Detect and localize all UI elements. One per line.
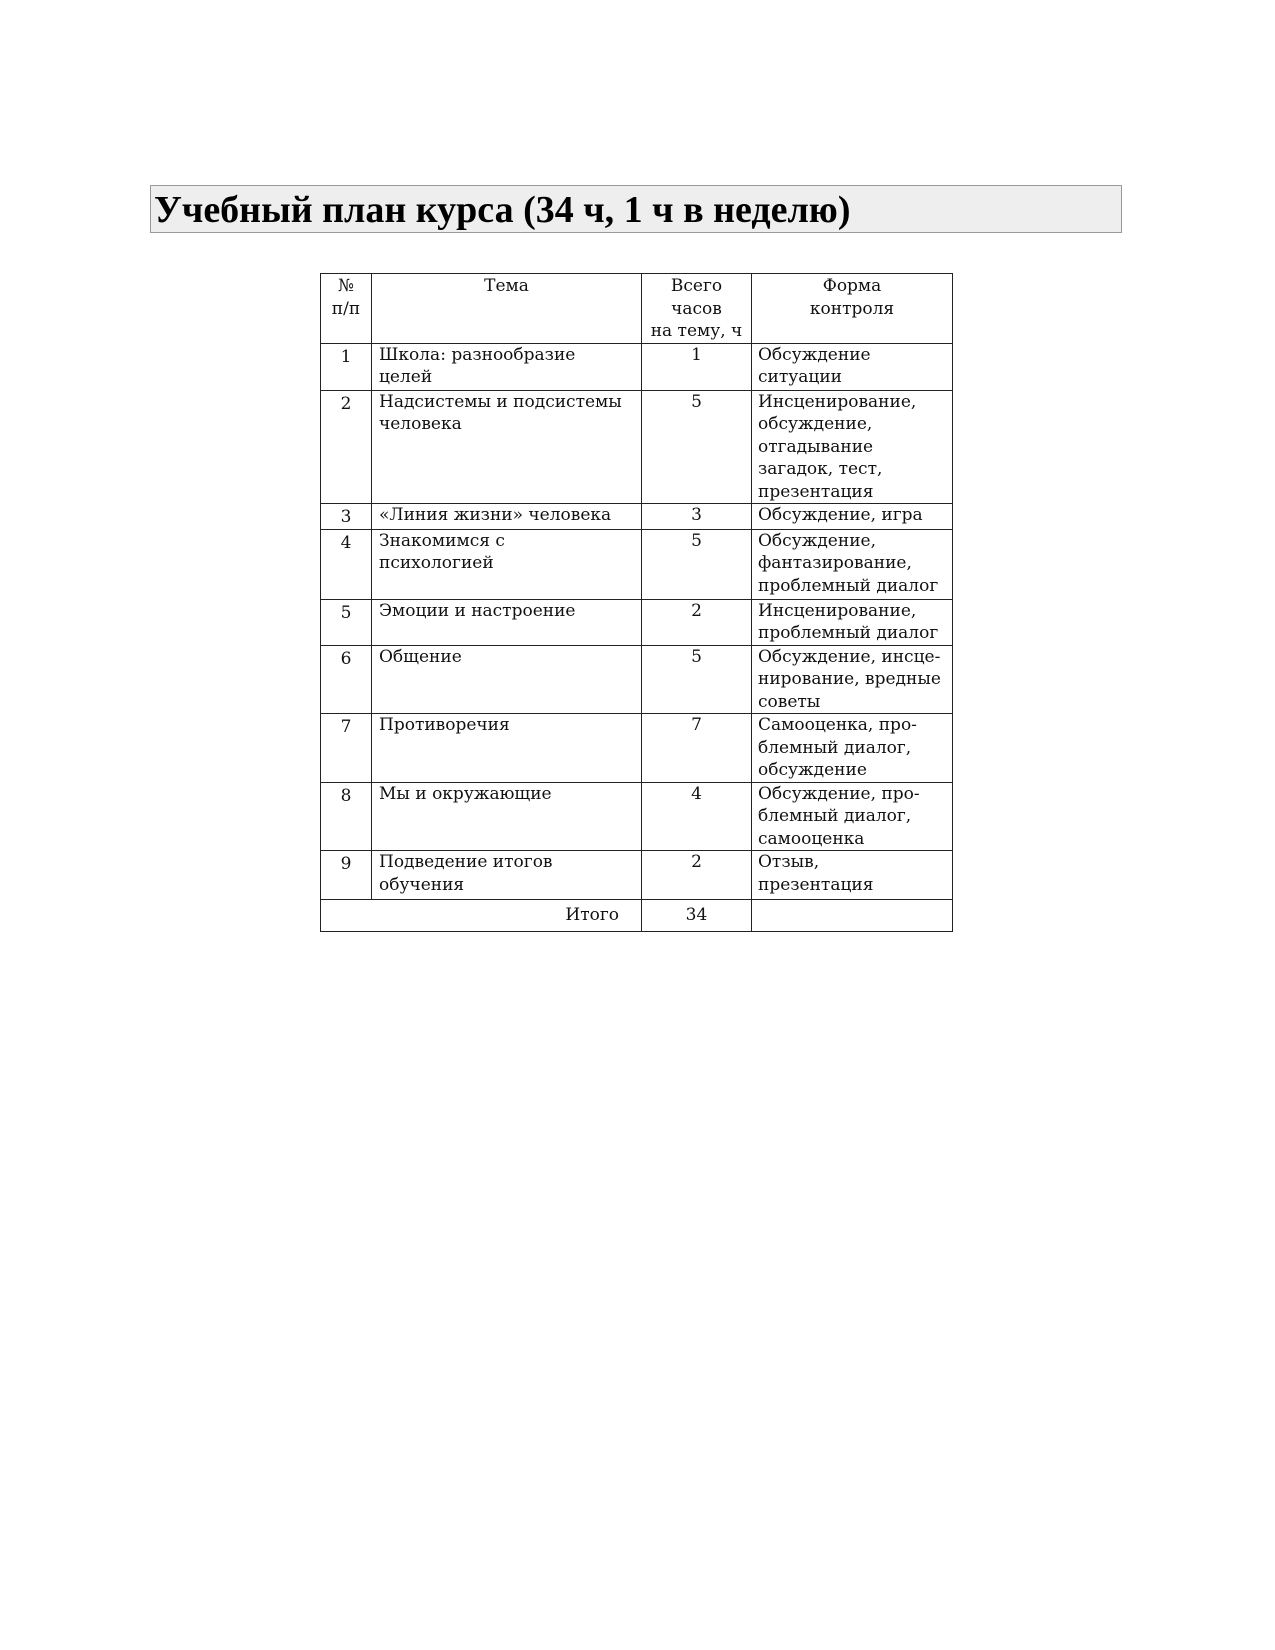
table-row — [321, 851, 953, 900]
row-num: 9 — [321, 851, 372, 900]
table-row — [321, 782, 953, 851]
table-row — [321, 645, 953, 714]
row-form: Инсценирование, проблемный диалог — [752, 599, 953, 645]
row-form: Инсценирование, обсуждение, отгадывание загадок, тест, презентация — [752, 390, 953, 504]
row-form: Обсуждение ситуации — [752, 343, 953, 390]
total-hours: 34 — [642, 900, 752, 932]
row-hours: 4 — [642, 782, 752, 851]
table-header-row — [321, 274, 953, 344]
row-hours: 3 — [642, 504, 752, 530]
table-row — [321, 714, 953, 783]
total-label: Итого — [321, 900, 642, 932]
row-num: 4 — [321, 529, 372, 599]
row-topic: Школа: разнообразие целей — [372, 343, 642, 390]
row-topic: Общение — [372, 645, 642, 714]
title-box — [150, 185, 1122, 233]
row-hours: 7 — [642, 714, 752, 783]
row-topic: Мы и окружающие — [372, 782, 642, 851]
row-topic: Подведение итогов обучения — [372, 851, 642, 900]
table-row — [321, 529, 953, 599]
row-topic: Эмоции и настроение — [372, 599, 642, 645]
row-hours: 2 — [642, 851, 752, 900]
curriculum-table — [320, 273, 953, 932]
row-num: 6 — [321, 645, 372, 714]
row-num: 3 — [321, 504, 372, 530]
row-topic: Надсистемы и подсистемы человека — [372, 390, 642, 504]
table-row — [321, 504, 953, 530]
row-form: Обсуждение, фантазирование, проблемный диалог — [752, 529, 953, 599]
table-row — [321, 599, 953, 645]
row-form: Обсуждение, игра — [752, 504, 953, 530]
row-hours: 2 — [642, 599, 752, 645]
table-row — [321, 390, 953, 504]
table-row — [321, 343, 953, 390]
row-hours: 1 — [642, 343, 752, 390]
row-form: Самооценка, про- блемный диалог, обсуждение — [752, 714, 953, 783]
row-topic: Знакомимся с психологией — [372, 529, 642, 599]
total-row — [321, 900, 953, 932]
row-num: 5 — [321, 599, 372, 645]
row-num: 7 — [321, 714, 372, 783]
header-form: Форма контроля — [752, 274, 953, 344]
header-topic: Тема — [372, 274, 642, 344]
row-form: Обсуждение, инсце- нирование, вредные советы — [752, 645, 953, 714]
header-hours: Всего часов на тему, ч — [642, 274, 752, 344]
row-num: 8 — [321, 782, 372, 851]
row-form: Отзыв, презентация — [752, 851, 953, 900]
page-title: Учебный план курса (34 ч, 1 ч в неделю) — [154, 189, 851, 231]
row-num: 2 — [321, 390, 372, 504]
row-topic: Противоречия — [372, 714, 642, 783]
total-form — [752, 900, 953, 932]
row-form: Обсуждение, про- блемный диалог, самооценка — [752, 782, 953, 851]
row-hours: 5 — [642, 390, 752, 504]
row-topic: «Линия жизни» человека — [372, 504, 642, 530]
row-hours: 5 — [642, 645, 752, 714]
row-hours: 5 — [642, 529, 752, 599]
row-num: 1 — [321, 343, 372, 390]
header-num: № п/п — [321, 274, 372, 344]
